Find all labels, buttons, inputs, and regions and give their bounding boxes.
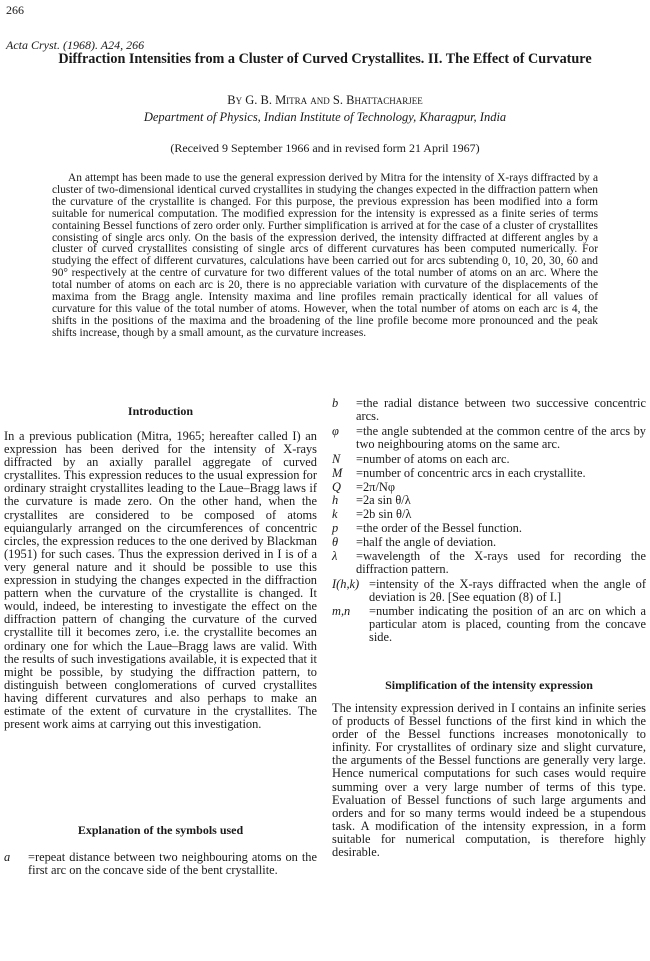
symbol-item xyxy=(332,467,646,480)
symbol-key: θ xyxy=(332,535,339,549)
introduction-text: In a previous publication (Mitra, 1965; hereafter called I) an expression has been derived for the intensity of X-rays diffracted by an axially parallel aggregate of curved crystallites. This expression reduces to the usual expression for ordinary straight crystallites leading to the Laue–Bragg laws if the curvature is made zero. On the other hand, when the crystallites are considered to be composed of atoms equiangularly arranged on the circumferences of concentric circles, the expression reduces to the one derived by Blackman (1951) for such cases. Thus the expression derived in I is of a very general nature and it should be possible to use this expression in studying the changes expected in the diffraction pattern when the curvature of the crystallite is changed. It would, indeed, be interesting to investigate the effect on the diffraction pattern of changing the curvature of the curved crystallite till it becomes zero, i.e. the crystallite becomes an ordinary one for which the Laue–Bragg laws are valid. With the results of such investigations available, it is expected that it might be possible, by studying the diffraction pattern, to distinguish between conglomerations of curved crystallites having different curvatures and also perhaps to make an estimate of the extent of curvature in the crystallites. The present work aims at carrying out this investigation. xyxy=(4,429,317,732)
symbol-definition: =2b sin θ/λ xyxy=(356,507,412,521)
symbol-key: h xyxy=(332,493,339,507)
simplification-heading: Simplification of the intensity expression xyxy=(385,678,593,692)
symbol-key: b xyxy=(332,396,339,410)
symbol-item xyxy=(4,851,317,877)
symbol-definition: =the radial distance between two successive concentric arcs. xyxy=(356,396,646,424)
symbol-definition: =half the angle of deviation. xyxy=(356,535,497,549)
symbol-item xyxy=(332,397,646,423)
symbol-item xyxy=(332,605,646,644)
symbol-item xyxy=(332,508,646,521)
symbol-definition: =the order of the Bessel function. xyxy=(356,521,522,535)
abstract: An attempt has been made to use the general expression derived by Mitra for the intensity of X-rays diffracted by a cluster of two-dimensional identical curved crystallites in studying the changes expected in the diffraction pattern when the curvature of the crystallite is changed. For this purpose, the previous expression has been modified into a form suitable for numerical computation. The modified expression for the intensity is expressed as a finite series of terms containing Bessel functions of zero order only. Further simplification is arrived at for the case of a cluster of crystallites consisting of single arcs only. On the basis of the expression derived, the intensity diffracted at different angles by a cluster of curved crystallites consisting of single arcs of different curvatures has been computed numerically. For studying the effect of different curvatures, calculations have been carried out for arcs subtending 0, 10, 20, 30, 60 and 90° respectively at the centre of curvature for two different values of the total number of atoms on an arc. Where the total number of atoms on each arc is 20, there is no appreciable variation with curvature of the displacements of the maxima from the Bragg angle. Intensity maxima and line profiles remain practically identical for all values of curvature for this value of the total number of atoms. However, when the total number of atoms on each arc is 4, the shifts in the positions of the maxima and the broadening of the line profile become more pronounced and the peak shifts increase, though by a small amount, as the curvature increases. xyxy=(52,172,598,339)
received-dates: (Received 9 September 1966 and in revised form 21 April 1967) xyxy=(170,141,480,155)
journal-citation-text: Acta Cryst. (1968). A24, 266 xyxy=(6,38,145,52)
symbol-key: M xyxy=(332,466,343,480)
symbol-key: λ xyxy=(332,549,338,563)
symbol-item xyxy=(332,494,646,507)
introduction-heading: Introduction xyxy=(127,404,194,418)
simplification-text: The intensity expression derived in I contains an infinite series of products of Bessel functions of the first kind in which the order of the Bessel functions increases monotonically to infinity. For crystallites of ordinary size and slight curvature, the arguments of the Bessel functions are generally very large. Hence numerical computations for such cases would require summing over a very large number of terms of this type. Evaluation of Bessel functions of such large arguments and orders and for so many terms would indeed be a stupendous task. A modification of the intensity expression, in a form suitable for numerical computation, is therefore highly desirable. xyxy=(332,701,646,860)
author-names: G. B. Mitra and S. Bhattacharjee xyxy=(245,93,423,107)
symbol-definition: =2a sin θ/λ xyxy=(356,493,411,507)
author-by: By xyxy=(227,93,243,107)
symbol-definition: =intensity of the X-rays diffracted when the angle of deviation is 2θ. [See equation (8) of I.] xyxy=(369,577,646,605)
symbol-key: N xyxy=(332,452,341,466)
symbol-item xyxy=(332,453,646,466)
symbol-definition: =number of atoms on each arc. xyxy=(356,452,510,466)
affiliation: Department of Physics, Indian Institute of Technology, Kharagpur, India xyxy=(143,110,507,124)
symbol-definition: =repeat distance between two neighbouring atoms on the first arc on the concave side of the bent crystallite. xyxy=(28,850,317,878)
symbol-definition: =the angle subtended at the common centre of the arcs by two neighbouring atoms on the same arc. xyxy=(356,424,646,452)
symbol-definition: =number of concentric arcs in each crystallite. xyxy=(356,466,586,480)
paper-title: Diffraction Intensities from a Cluster of Curved Crystallites. II. The Effect of Curvature xyxy=(58,51,592,67)
symbol-key: k xyxy=(332,507,338,521)
symbols-heading: Explanation of the symbols used xyxy=(77,823,244,837)
symbol-item xyxy=(332,578,646,604)
author-line xyxy=(0,93,650,108)
symbol-key: I(h,k) xyxy=(332,577,360,591)
symbol-key: a xyxy=(4,850,11,864)
symbol-key: φ xyxy=(332,424,339,438)
symbol-definition: =wavelength of the X-rays used for recording the diffraction pattern. xyxy=(356,549,646,577)
symbol-definition: =number indicating the position of an arc on which a particular atom is placed, counting from the concave side. xyxy=(369,604,646,645)
symbol-item xyxy=(332,522,646,535)
symbol-definition: =2π/Nφ xyxy=(356,480,395,494)
symbol-item xyxy=(332,550,646,576)
symbol-key: p xyxy=(332,521,339,535)
symbol-item xyxy=(332,536,646,549)
symbol-item xyxy=(332,425,646,451)
symbol-key: Q xyxy=(332,480,341,494)
page-number: 266 xyxy=(6,3,24,17)
symbol-key: m,n xyxy=(332,604,351,618)
